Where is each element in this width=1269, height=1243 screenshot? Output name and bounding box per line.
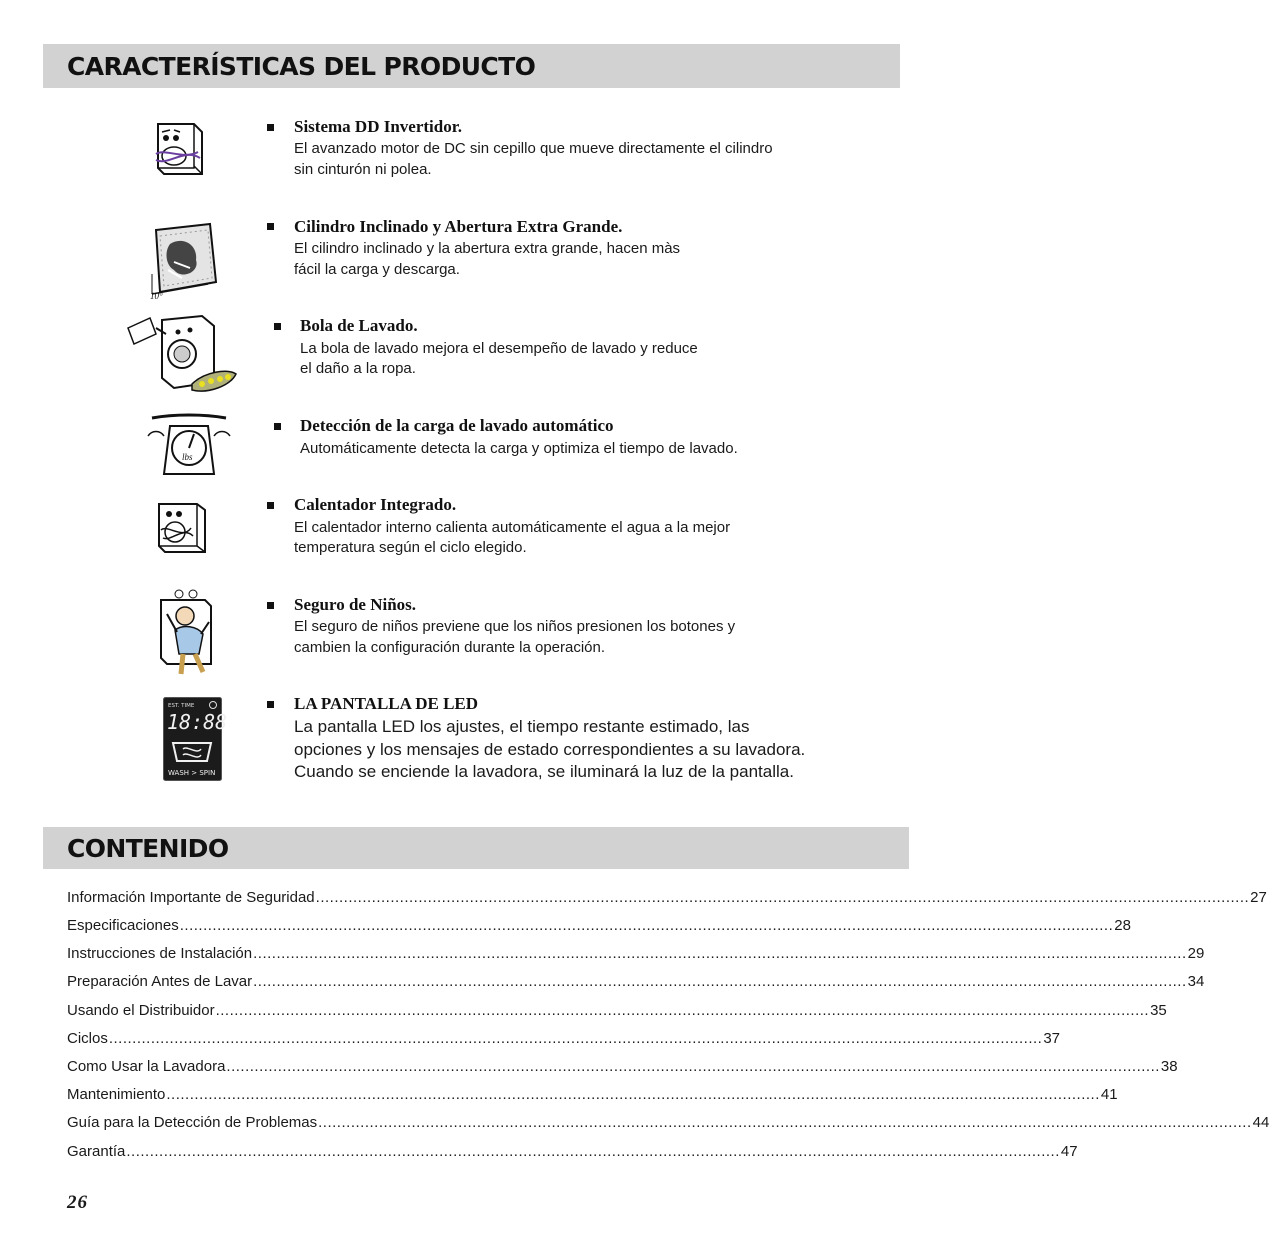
toc-entry[interactable] [67, 1114, 1269, 1134]
feature-desc-line: temperatura según el ciclo elegido. [294, 539, 527, 556]
toc-page: 38 [1160, 1058, 1178, 1075]
child-lock-icon [153, 588, 219, 680]
toc-page: 44 [1252, 1114, 1269, 1131]
toc-label: Usando el Distribuidor [67, 1002, 215, 1019]
page-number: 26 [67, 1192, 88, 1213]
toc-leader: ........................................................................................................................................................................................................ [179, 917, 1114, 934]
toc-page: 47 [1060, 1143, 1078, 1160]
feature-title: Sistema DD Invertidor. [294, 117, 462, 136]
toc-leader: ........................................................................................................................................................................................................ [226, 1058, 1160, 1075]
features-title: CARACTERÍSTICAS DEL PRODUCTO [67, 51, 536, 81]
toc-page: 35 [1150, 1002, 1167, 1019]
toc-label: Instrucciones de Instalación [67, 945, 253, 962]
scale-unit-label: lbs [182, 452, 193, 462]
toc-page: 29 [1187, 945, 1205, 962]
toc-label: Guía para la Detección de Problemas [67, 1114, 318, 1131]
feature-desc-line: sin cinturón ni polea. [294, 161, 432, 178]
toc-label: Como Usar la Lavadora [67, 1058, 226, 1075]
washer-motor-icon [150, 118, 210, 178]
feature-desc-line: El calentador interno calienta automáticamente el agua a la mejor [294, 519, 731, 536]
bullet-icon [267, 701, 274, 708]
feature-title: Seguro de Niños. [294, 595, 417, 614]
toc-leader: ........................................................................................................................................................................................................ [215, 1002, 1150, 1019]
bullet-icon [267, 124, 274, 131]
toc-leader: ........................................................................................................................................................................................................ [108, 1030, 1043, 1047]
toc-label: Garantía [67, 1143, 126, 1160]
tilted-drum-icon [138, 222, 218, 302]
toc-leader: ........................................................................................................................................................................................................ [318, 1114, 1252, 1131]
toc-label: Ciclos [67, 1030, 108, 1047]
toc-entry[interactable] [67, 973, 1205, 993]
feature-desc-line: Automáticamente detecta la carga y optimiza el tiempo de lavado. [300, 440, 738, 457]
bullet-icon [267, 223, 274, 230]
contents-title: CONTENIDO [67, 833, 229, 863]
toc-entry[interactable] [67, 917, 1131, 937]
bullet-icon [274, 323, 281, 330]
feature-desc-line: fácil la carga y descarga. [294, 261, 460, 278]
bullet-icon [267, 602, 274, 609]
toc-label: Mantenimiento [67, 1086, 166, 1103]
led-bottom-label: WASH > SPIN [168, 769, 216, 777]
angle-label: 10° [150, 291, 163, 301]
led-top-label: EST. TIME [168, 703, 195, 709]
toc-label: Información Importante de Seguridad [67, 889, 315, 906]
toc-leader: ........................................................................................................................................................................................................ [253, 973, 1187, 990]
feature-desc-line: el daño a la ropa. [300, 360, 416, 377]
contents-header [43, 827, 909, 869]
bullet-icon [267, 502, 274, 509]
feature-title: LA PANTALLA DE LED [294, 694, 479, 713]
feature-title: Detección de la carga de lavado automático [300, 416, 614, 435]
scale-icon [144, 412, 234, 476]
toc-label: Especificaciones [67, 917, 179, 934]
led-display-icon [163, 697, 228, 781]
feature-desc-line: El cilindro inclinado y la abertura extra grande, hacen màs [294, 240, 681, 257]
toc-entry[interactable] [67, 1143, 1078, 1163]
feature-title: Cilindro Inclinado y Abertura Extra Grande. [294, 217, 623, 236]
feature-desc-line: El avanzado motor de DC sin cepillo que mueve directamente el cilindro [294, 140, 773, 157]
toc-entry[interactable] [67, 945, 1205, 965]
toc-leader: ........................................................................................................................................................................................................ [315, 889, 1250, 906]
toc-entry[interactable] [67, 1058, 1178, 1078]
heater-icon [153, 498, 211, 556]
toc-leader: ........................................................................................................................................................................................................ [126, 1143, 1060, 1160]
feature-title: Calentador Integrado. [294, 495, 457, 514]
feature-desc-line: La bola de lavado mejora el desempeño de lavado y reduce [300, 340, 698, 357]
toc-entry[interactable] [67, 1030, 1061, 1050]
feature-desc-line: cambien la configuración durante la operación. [294, 639, 606, 656]
toc-page: 41 [1100, 1086, 1118, 1103]
feature-desc-line: El seguro de niños previene que los niños presionen los botones y [294, 618, 736, 635]
toc-page: 37 [1043, 1030, 1061, 1047]
toc-page: 27 [1250, 889, 1267, 906]
toc-leader: ........................................................................................................................................................................................................ [166, 1086, 1100, 1103]
toc-entry[interactable] [67, 1086, 1118, 1106]
toc-entry[interactable] [67, 889, 1267, 909]
toc-leader: ........................................................................................................................................................................................................ [253, 945, 1187, 962]
wash-ball-icon [122, 308, 240, 396]
led-digits: 18:88 [167, 710, 228, 734]
toc-label: Preparación Antes de Lavar [67, 973, 253, 990]
feature-desc-line: opciones y los mensajes de estado correspondientes a su lavadora. [294, 740, 806, 759]
toc-entry[interactable] [67, 1002, 1167, 1022]
toc-page: 34 [1187, 973, 1205, 990]
feature-title: Bola de Lavado. [300, 316, 418, 335]
features-header [43, 44, 900, 88]
feature-desc-line: La pantalla LED los ajustes, el tiempo restante estimado, las [294, 717, 750, 736]
bullet-icon [274, 423, 281, 430]
toc-page: 28 [1114, 917, 1131, 934]
feature-desc-line: Cuando se enciende la lavadora, se iluminará la luz de la pantalla. [294, 762, 794, 781]
